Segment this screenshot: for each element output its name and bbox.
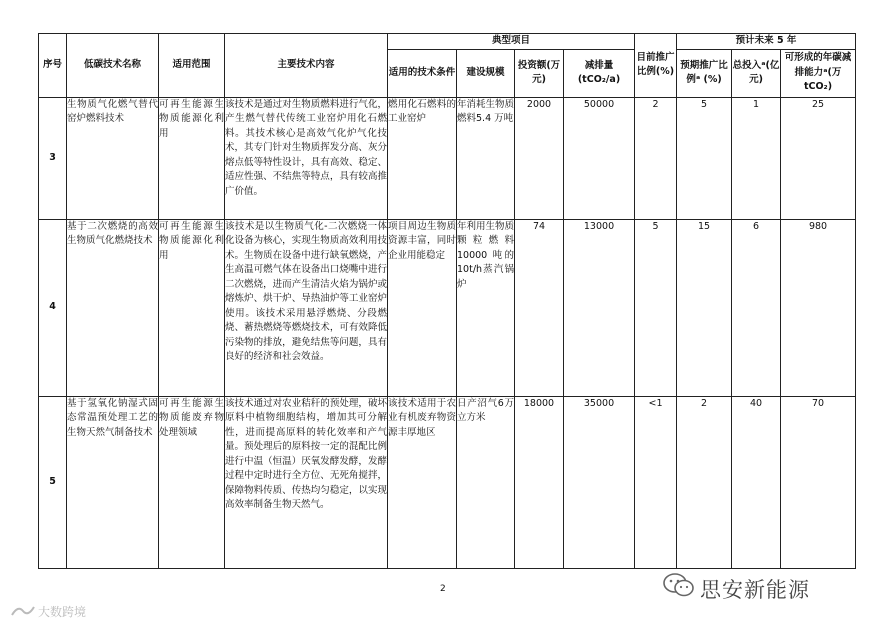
row-total-investment: 1 (732, 97, 781, 219)
row-scale: 年利用生物质颗粒燃料10000 吨的10t/h蒸汽锅炉 (457, 219, 515, 396)
header-forecast-group: 预计未来 5 年 (677, 34, 856, 50)
technology-table (38, 33, 856, 569)
row-expected-ratio: 5 (677, 97, 732, 219)
row-reduction: 13000 (564, 219, 635, 396)
row-scope: 可再生能源生物质能源化利用 (159, 219, 225, 396)
row-seq: 5 (39, 396, 67, 568)
wave-icon (10, 603, 36, 619)
header-project-group: 典型项目 (388, 34, 635, 50)
header-scope: 适用范围 (159, 34, 225, 98)
header-total-investment: 总投入ᵃ(亿元) (732, 49, 781, 97)
row-total-investment: 6 (732, 219, 781, 396)
watermark-left-text: 大数跨境 (38, 605, 87, 619)
header-scale: 建设规模 (457, 49, 515, 97)
row-investment: 74 (515, 219, 564, 396)
row-expected-ratio: 15 (677, 219, 732, 396)
row-scope: 可再生能源生物质能源化利用 (159, 97, 225, 219)
row-current-ratio: <1 (635, 396, 677, 568)
row-conditions: 燃用化石燃料的工业窑炉 (388, 97, 457, 219)
row-seq: 4 (39, 219, 67, 396)
table-row (39, 396, 856, 568)
header-capacity: 可形成的年碳减排能力ᵃ(万 tCO₂) (781, 49, 856, 97)
row-scale: 年消耗生物质燃料5.4 万吨 (457, 97, 515, 219)
row-total-investment: 40 (732, 396, 781, 568)
row-capacity: 980 (781, 219, 856, 396)
watermark-right: 思安新能源 (700, 578, 810, 602)
row-tech-name: 生物质气化燃气替代窑炉燃料技术 (67, 97, 159, 219)
row-scale: 日产沼气6万立方米 (457, 396, 515, 568)
row-reduction: 35000 (564, 396, 635, 568)
row-conditions: 项目周边生物质资源丰富，同时企业用能稳定 (388, 219, 457, 396)
row-content: 该技术通过对农业秸秆的预处理，破坏原料中植物细胞结构，增加其可分解性，进而提高原料的转化效率和产气量。预处理后的原料按一定的混配比例进行中温（恒温）厌氧发酵发酵，发酵过程中定时进行全方位、无死角搅拌，保障物料传质、传热均匀稳定，以实现高效率制备生物天然气。 (225, 396, 388, 568)
table-row (39, 97, 856, 219)
page-number: 2 (440, 584, 446, 594)
row-capacity: 70 (781, 396, 856, 568)
row-investment: 18000 (515, 396, 564, 568)
row-scope: 可再生能源生物质能废弃物处理领域 (159, 396, 225, 568)
header-investment: 投资额(万元) (515, 49, 564, 97)
row-reduction: 50000 (564, 97, 635, 219)
row-content: 该技术是通过对生物质燃料进行气化，产生燃气替代传统工业窑炉用化石燃料。其技术核心是高效气化炉气化技术，其专门针对生物质挥发分高、灰分熔点低等特性设计，具有高效、稳定、适应性强、不结焦等特点，具有较高推广价值。 (225, 97, 388, 219)
row-capacity: 25 (781, 97, 856, 219)
row-tech-name: 基于氢氧化钠湿式固态常温预处理工艺的生物天然气制备技术 (67, 396, 159, 568)
row-seq: 3 (39, 97, 67, 219)
header-current-ratio: 目前推广比例(%) (635, 34, 677, 98)
row-conditions: 该技术适用于农业有机废弃物资源丰厚地区 (388, 396, 457, 568)
table-row (39, 219, 856, 396)
header-tech-name: 低碳技术名称 (67, 34, 159, 98)
row-current-ratio: 2 (635, 97, 677, 219)
row-content: 该技术是以生物质气化-二次燃烧一体化设备为核心，实现生物质高效利用技术。生物质在设备中进行缺氧燃烧，产生高温可燃气体在设备出口烧嘴中进行二次燃烧，进而产生清洁火焰为锅炉或熔炼炉、烘干炉、导热油炉等工业窑炉使用。该技术采用悬浮燃烧、分段燃烧、蓄热燃烧等燃烧技术，可有效降低污染物的排放，避免结焦等问题，具有良好的经济和社会效益。 (225, 219, 388, 396)
header-conditions: 适用的技术条件 (388, 49, 457, 97)
wechat-icon (662, 572, 696, 598)
header-content: 主要技术内容 (225, 34, 388, 98)
row-investment: 2000 (515, 97, 564, 219)
row-current-ratio: 5 (635, 219, 677, 396)
header-seq: 序号 (39, 34, 67, 98)
header-expected-ratio: 预期推广比例ᵃ (%) (677, 49, 732, 97)
row-tech-name: 基于二次燃烧的高效生物质气化燃烧技术 (67, 219, 159, 396)
row-expected-ratio: 2 (677, 396, 732, 568)
header-reduction: 减排量(tCO₂/a) (564, 49, 635, 97)
